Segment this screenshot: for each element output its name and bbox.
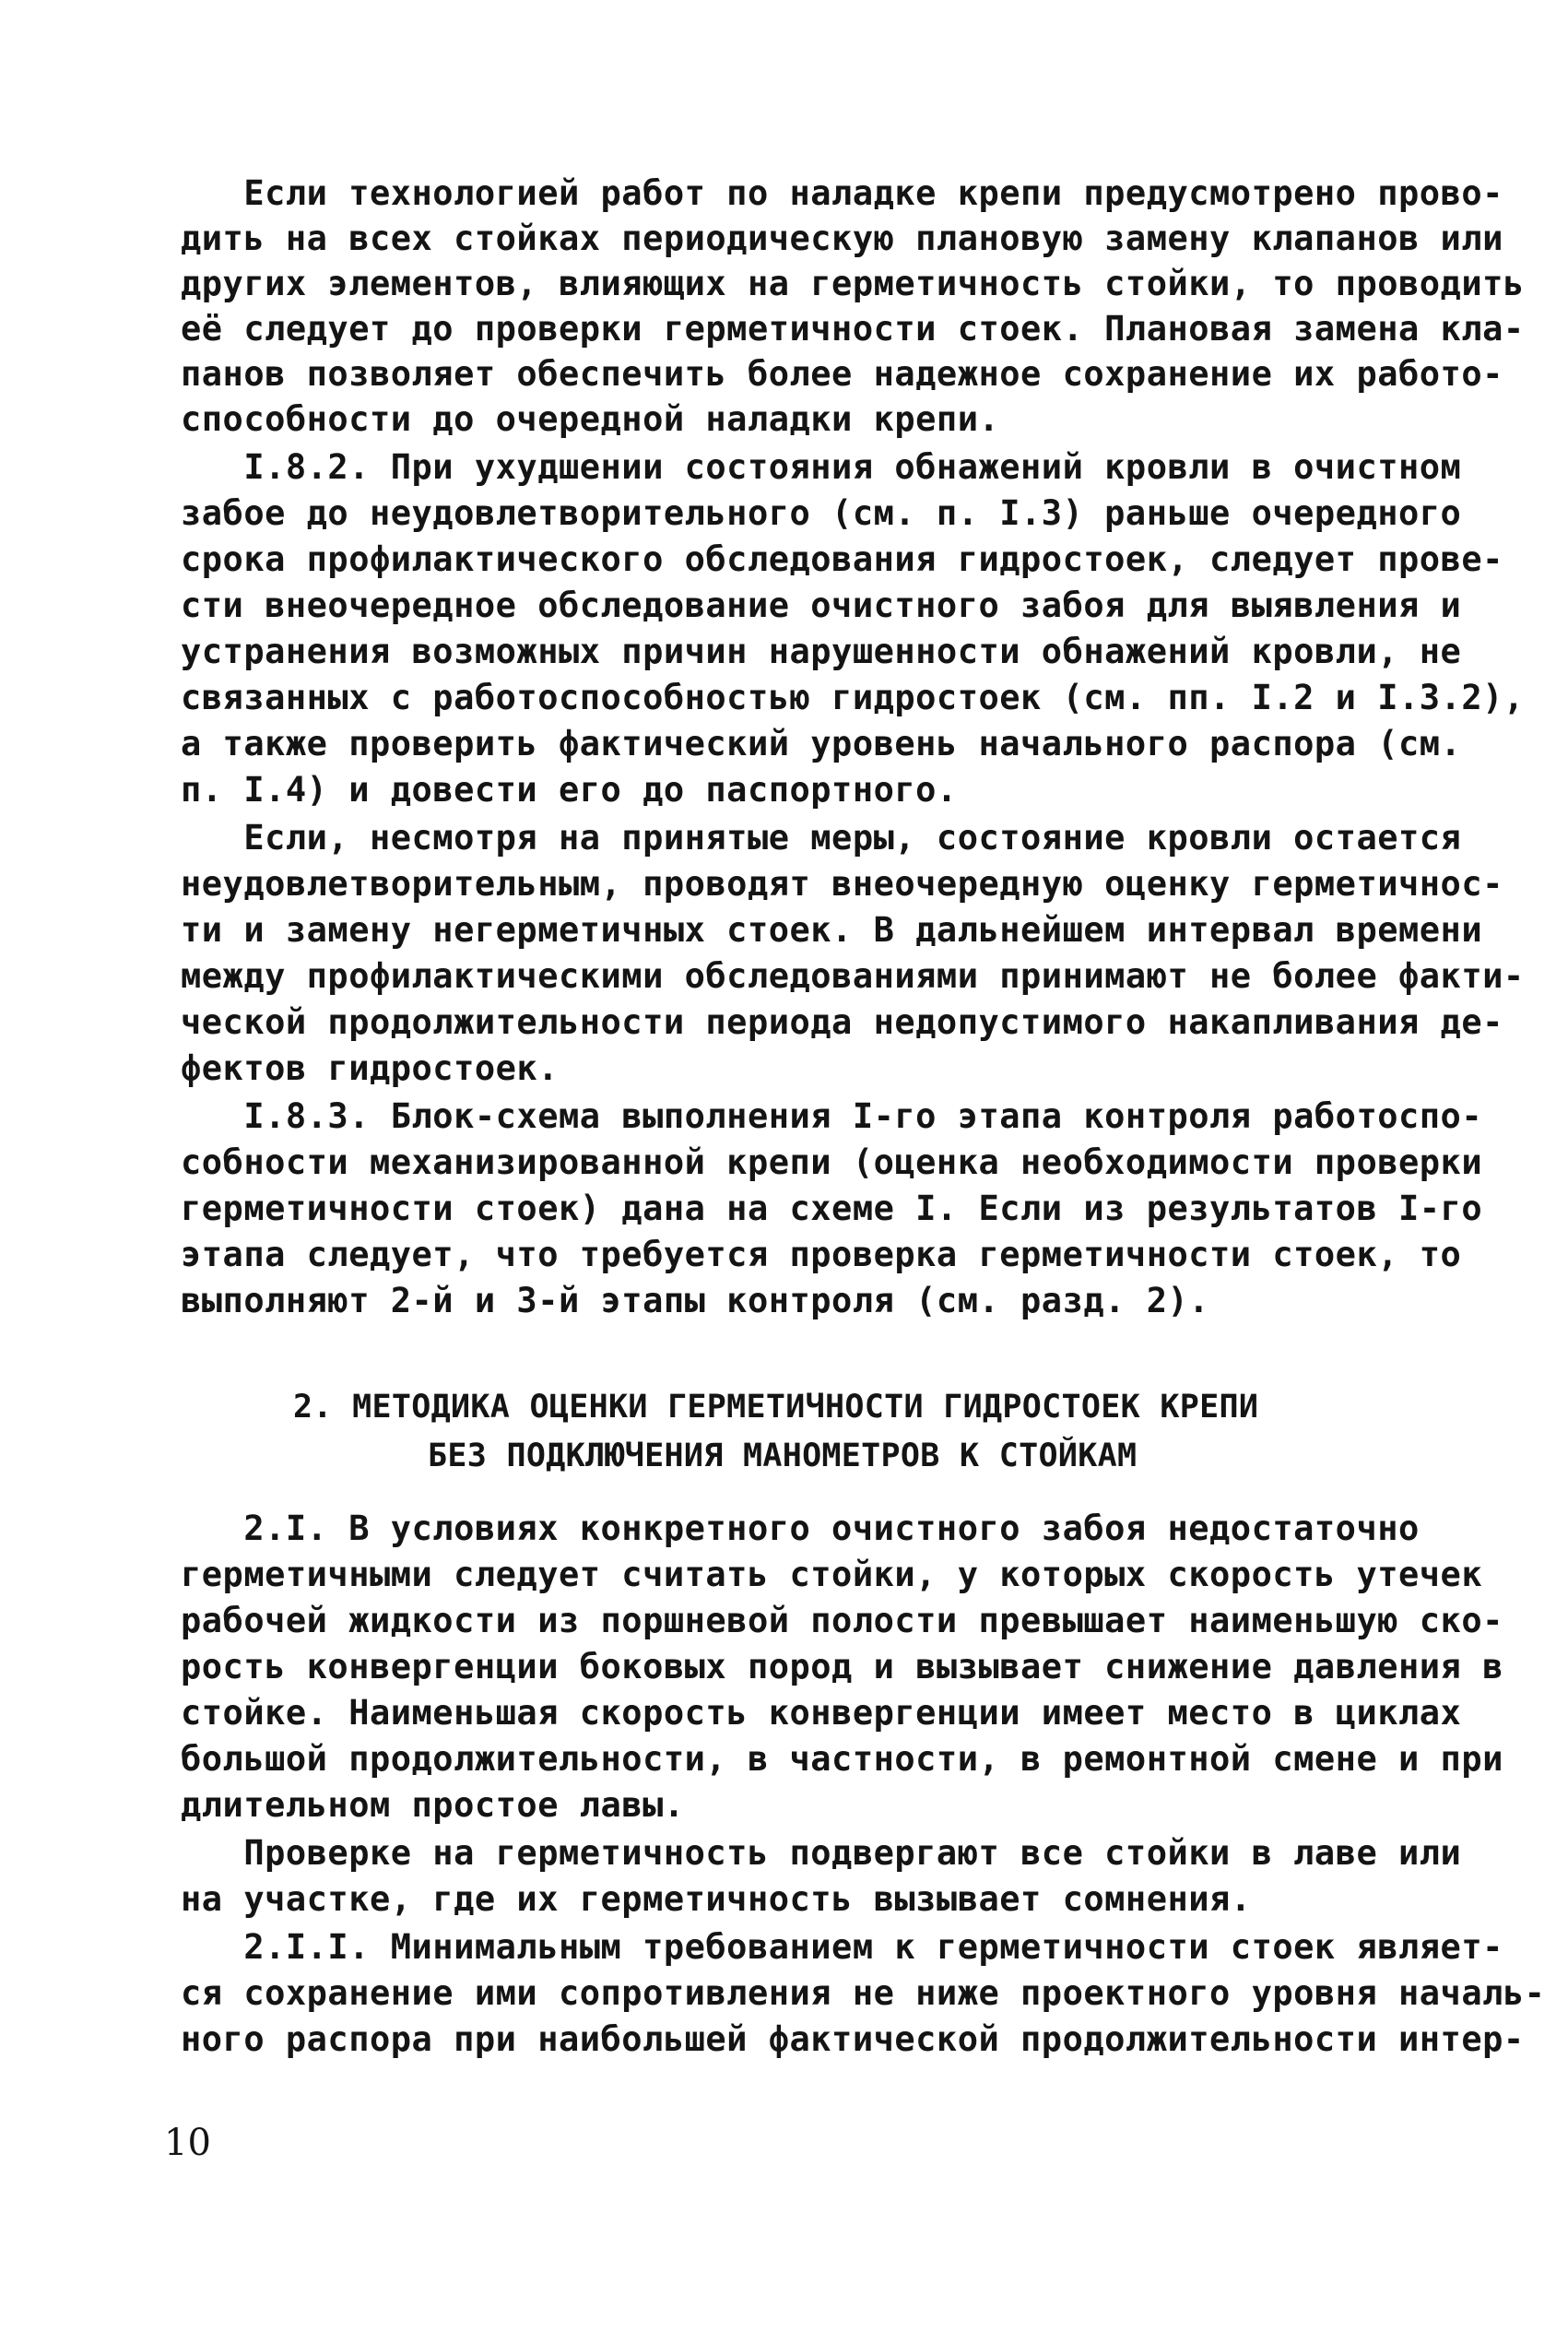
text-line: способности до очередной наладки крепи. xyxy=(181,399,1000,439)
text-line: ти и замену негерметичных стоек. В дальнейшем интервал времени xyxy=(181,910,1483,950)
text-line: стойке. Наименьшая скорость конвергенции имеет место в циклах xyxy=(181,1693,1462,1733)
text-line: Если, несмотря на принятые меры, состояние кровли остается xyxy=(181,818,1462,858)
text-line: забое до неудовлетворительного (см. п. I.3) раньше очередного xyxy=(181,493,1462,533)
text-line: I.8.2. При ухудшении состояния обнажений кровли в очистном xyxy=(181,447,1462,487)
text-line: ного распора при наибольшей фактической продолжительности интер- xyxy=(181,2019,1525,2059)
text-line: Проверке на герметичность подвергают все стойки в лаве или xyxy=(181,1833,1462,1873)
text-line: рабочей жидкости из поршневой полости превышает наименьшую ско- xyxy=(181,1601,1503,1640)
text-line: выполняют 2-й и 3-й этапы контроля (см. разд. 2). xyxy=(181,1281,1210,1320)
text-line: фектов гидростоек. xyxy=(181,1048,559,1088)
section-heading-line-1: 2. МЕТОДИКА ОЦЕНКИ ГЕРМЕТИЧНОСТИ ГИДРОСТОЕК КРЕПИ xyxy=(293,1389,1259,1426)
text-line: ся сохранение ими сопротивления не ниже проектного уровня началь- xyxy=(181,1973,1546,2013)
text-line: её следует до проверки герметичности стоек. Плановая замена кла- xyxy=(181,309,1525,349)
text-line: п. I.4) и довести его до паспортного. xyxy=(181,770,958,810)
text-line: собности механизированной крепи (оценка необходимости проверки xyxy=(181,1142,1483,1182)
text-line: герметичности стоек) дана на схеме I. Если из результатов I-го xyxy=(181,1189,1483,1228)
text-line: герметичными следует считать стойки, у которых скорость утечек xyxy=(181,1555,1483,1594)
text-line: 2.I.I. Минимальным требованием к герметичности стоек являет- xyxy=(181,1927,1503,1967)
text-line: других элементов, влияющих на герметичность стойки, то проводить xyxy=(181,264,1525,303)
text-line: этапа следует, что требуется проверка герметичности стоек, то xyxy=(181,1235,1462,1274)
text-line: на участке, где их герметичность вызывает сомнения. xyxy=(181,1879,1252,1919)
text-line: а также проверить фактический уровень начального распора (см. xyxy=(181,724,1462,763)
section-heading-line-2: БЕЗ ПОДКЛЮЧЕНИЯ МАНОМЕТРОВ К СТОЙКАМ xyxy=(428,1438,1138,1474)
text-line: рость конвергенции боковых пород и вызывает снижение давления в xyxy=(181,1647,1503,1686)
text-line: большой продолжительности, в частности, в ремонтной смене и при xyxy=(181,1739,1503,1779)
text-line: сти внеочередное обследование очистного забоя для выявления и xyxy=(181,586,1462,625)
text-line: между профилактическими обследованиями принимают не более факти- xyxy=(181,956,1525,996)
text-line: 2.I. В условиях конкретного очистного забоя недостаточно xyxy=(181,1509,1420,1548)
text-line: дить на всех стойках периодическую плановую замену клапанов или xyxy=(181,219,1503,258)
text-line: панов позволяет обеспечить более надежное сохранение их работо- xyxy=(181,354,1503,394)
text-line: Если технологией работ по наладке крепи предусмотрено прово- xyxy=(181,173,1503,213)
text-line: ческой продолжительности периода недопустимого накапливания де- xyxy=(181,1002,1503,1042)
text-line: I.8.3. Блок-схема выполнения I-го этапа контроля работоспо- xyxy=(181,1096,1483,1136)
page-number: 10 xyxy=(164,2122,211,2164)
text-line: связанных с работоспособностью гидростоек (см. пп. I.2 и I.3.2), xyxy=(181,678,1525,717)
text-line: устранения возможных причин нарушенности обнажений кровли, не xyxy=(181,632,1462,671)
text-line: неудовлетворительным, проводят внеочередную оценку герметичнос- xyxy=(181,864,1503,904)
text-line: длительном простое лавы. xyxy=(181,1785,685,1825)
text-line: срока профилактического обследования гидростоек, следует прове- xyxy=(181,539,1503,579)
